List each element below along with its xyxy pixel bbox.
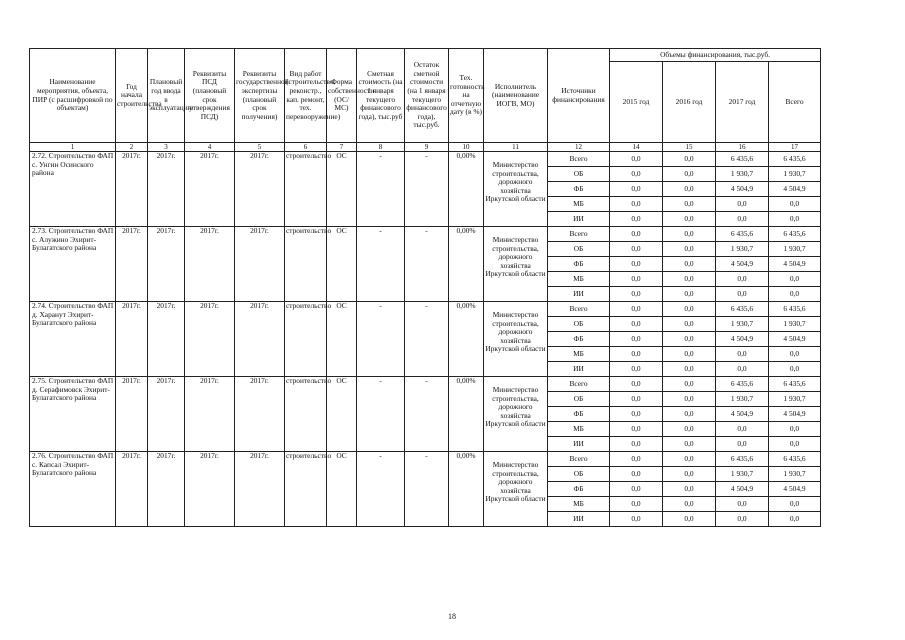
amount-cell: 0,0: [610, 497, 663, 512]
header-financing: Объемы финансирования, тыс.руб.: [610, 49, 821, 62]
amount-cell: 4 504,9: [716, 332, 769, 347]
header-2017: 2017 год: [716, 62, 769, 143]
expertise-cell: 2017г.: [235, 452, 285, 527]
funding-source-cell: ОБ: [548, 242, 610, 257]
amount-cell: 0,0: [716, 437, 769, 452]
readiness-cell: 0,00%: [449, 302, 484, 377]
amount-cell: 6 435,6: [769, 302, 821, 317]
work-kind-cell: строительство: [285, 152, 327, 227]
amount-cell: 0,0: [663, 392, 716, 407]
funding-source-cell: Всего: [548, 377, 610, 392]
start-year-cell: 2017г.: [116, 227, 148, 302]
amount-cell: 0,0: [610, 407, 663, 422]
amount-cell: 4 504,9: [716, 182, 769, 197]
amount-cell: 0,0: [610, 482, 663, 497]
work-kind-cell: строительство: [285, 452, 327, 527]
header-expertise: Реквизиты государственной экспертизы (плановый срок получения): [235, 49, 285, 143]
col-number: 8: [357, 143, 405, 152]
amount-cell: 0,0: [663, 362, 716, 377]
start-year-cell: 2017г.: [116, 152, 148, 227]
funding-source-cell: ИИ: [548, 212, 610, 227]
amount-cell: 1 930,7: [716, 392, 769, 407]
amount-cell: 4 504,9: [769, 407, 821, 422]
amount-cell: 0,0: [663, 332, 716, 347]
expertise-cell: 2017г.: [235, 152, 285, 227]
amount-cell: 0,0: [769, 197, 821, 212]
amount-cell: 0,0: [610, 197, 663, 212]
col-number: 2: [116, 143, 148, 152]
amount-cell: 1 930,7: [769, 242, 821, 257]
amount-cell: 0,0: [663, 257, 716, 272]
amount-cell: 0,0: [769, 422, 821, 437]
amount-cell: 0,0: [610, 302, 663, 317]
start-year-cell: 2017г.: [116, 377, 148, 452]
funding-source-cell: Всего: [548, 452, 610, 467]
funding-source-cell: Всего: [548, 302, 610, 317]
readiness-cell: 0,00%: [449, 377, 484, 452]
remaining-cost-cell: -: [405, 302, 449, 377]
amount-cell: 4 504,9: [769, 257, 821, 272]
amount-cell: 6 435,6: [769, 227, 821, 242]
amount-cell: 0,0: [663, 287, 716, 302]
funding-source-cell: ИИ: [548, 512, 610, 527]
amount-cell: 0,0: [663, 512, 716, 527]
amount-cell: 0,0: [610, 392, 663, 407]
header-sources: Источники финансирования: [548, 49, 610, 143]
psd-cell: 2017г.: [185, 452, 235, 527]
amount-cell: 0,0: [716, 497, 769, 512]
funding-source-cell: ОБ: [548, 467, 610, 482]
ownership-cell: ОС: [327, 377, 357, 452]
executor-cell: Министерство строительства, дорожного хозяйства Иркутской области: [484, 452, 548, 527]
expertise-cell: 2017г.: [235, 302, 285, 377]
psd-cell: 2017г.: [185, 377, 235, 452]
amount-cell: 1 930,7: [716, 467, 769, 482]
amount-cell: 0,0: [663, 212, 716, 227]
table-row: [30, 152, 821, 167]
psd-cell: 2017г.: [185, 152, 235, 227]
funding-source-cell: ОБ: [548, 317, 610, 332]
amount-cell: 6 435,6: [716, 452, 769, 467]
col-number: 11: [484, 143, 548, 152]
expertise-cell: 2017г.: [235, 227, 285, 302]
col-number: 9: [405, 143, 449, 152]
readiness-cell: 0,00%: [449, 152, 484, 227]
funding-source-cell: ФБ: [548, 257, 610, 272]
executor-cell: Министерство строительства, дорожного хозяйства Иркутской области: [484, 227, 548, 302]
ownership-cell: ОС: [327, 302, 357, 377]
amount-cell: 0,0: [610, 347, 663, 362]
object-name-cell: 2.75. Строительство ФАП д. Серафимовск Эхирит-Булагатского района: [30, 377, 116, 452]
amount-cell: 0,0: [610, 332, 663, 347]
table-row: [30, 227, 821, 242]
amount-cell: 0,0: [610, 317, 663, 332]
header-2015: 2015 год: [610, 62, 663, 143]
amount-cell: 1 930,7: [769, 167, 821, 182]
amount-cell: 0,0: [663, 437, 716, 452]
table-row: [30, 302, 821, 317]
amount-cell: 0,0: [663, 197, 716, 212]
readiness-cell: 0,00%: [449, 452, 484, 527]
amount-cell: 4 504,9: [769, 482, 821, 497]
funding-source-cell: ОБ: [548, 167, 610, 182]
col-number: 14: [610, 143, 663, 152]
header-2016: 2016 год: [663, 62, 716, 143]
amount-cell: 0,0: [610, 212, 663, 227]
amount-cell: 1 930,7: [716, 317, 769, 332]
object-name-cell: 2.74. Строительство ФАП д. Харанут Эхирит-Булагатского района: [30, 302, 116, 377]
funding-source-cell: ФБ: [548, 182, 610, 197]
work-kind-cell: строительство: [285, 377, 327, 452]
funding-source-cell: ОБ: [548, 392, 610, 407]
amount-cell: 0,0: [716, 347, 769, 362]
col-number: 1: [30, 143, 116, 152]
funding-source-cell: МБ: [548, 422, 610, 437]
amount-cell: 6 435,6: [716, 377, 769, 392]
funding-source-cell: ФБ: [548, 407, 610, 422]
amount-cell: 6 435,6: [716, 302, 769, 317]
funding-source-cell: ФБ: [548, 332, 610, 347]
amount-cell: 0,0: [663, 347, 716, 362]
object-name-cell: 2.72. Строительство ФАП с. Унгин Осинского района: [30, 152, 116, 227]
amount-cell: 0,0: [610, 152, 663, 167]
amount-cell: 0,0: [716, 272, 769, 287]
amount-cell: 0,0: [610, 377, 663, 392]
amount-cell: 0,0: [610, 257, 663, 272]
start-year-cell: 2017г.: [116, 452, 148, 527]
plan-year-cell: 2017г.: [148, 227, 185, 302]
amount-cell: 4 504,9: [716, 482, 769, 497]
header-ownership: Форма собственности (ОС/МС): [327, 49, 357, 143]
col-number: 4: [185, 143, 235, 152]
financing-table: [29, 48, 821, 527]
amount-cell: 1 930,7: [769, 392, 821, 407]
amount-cell: 0,0: [610, 362, 663, 377]
amount-cell: 6 435,6: [716, 152, 769, 167]
amount-cell: 6 435,6: [769, 152, 821, 167]
col-number: 6: [285, 143, 327, 152]
amount-cell: 0,0: [663, 242, 716, 257]
amount-cell: 0,0: [663, 467, 716, 482]
amount-cell: 0,0: [663, 422, 716, 437]
amount-cell: 0,0: [663, 377, 716, 392]
amount-cell: 0,0: [769, 362, 821, 377]
executor-cell: Министерство строительства, дорожного хозяйства Иркутской области: [484, 302, 548, 377]
funding-source-cell: ФБ: [548, 482, 610, 497]
ownership-cell: ОС: [327, 452, 357, 527]
funding-source-cell: ИИ: [548, 437, 610, 452]
cost-cell: -: [357, 152, 405, 227]
amount-cell: 0,0: [769, 287, 821, 302]
amount-cell: 0,0: [716, 422, 769, 437]
header-start-year: Год начала строительства: [116, 49, 148, 143]
col-number: 10: [449, 143, 484, 152]
header-executor: Исполнитель (наименование ИОГВ, МО): [484, 49, 548, 143]
header-name: Наименование мероприятия, объекта, ПИР (с расшифровкой по объектам): [30, 49, 116, 143]
amount-cell: 0,0: [663, 317, 716, 332]
remaining-cost-cell: -: [405, 152, 449, 227]
amount-cell: 0,0: [610, 422, 663, 437]
table-row: [30, 377, 821, 392]
col-number: 16: [716, 143, 769, 152]
amount-cell: 0,0: [610, 437, 663, 452]
amount-cell: 0,0: [769, 512, 821, 527]
amount-cell: 0,0: [663, 272, 716, 287]
amount-cell: 0,0: [663, 302, 716, 317]
page-number: 18: [448, 612, 456, 621]
amount-cell: 1 930,7: [716, 242, 769, 257]
amount-cell: 0,0: [663, 152, 716, 167]
amount-cell: 4 504,9: [716, 257, 769, 272]
remaining-cost-cell: -: [405, 377, 449, 452]
amount-cell: 0,0: [610, 467, 663, 482]
amount-cell: 0,0: [663, 482, 716, 497]
ownership-cell: ОС: [327, 152, 357, 227]
amount-cell: 0,0: [610, 227, 663, 242]
amount-cell: 4 504,9: [769, 182, 821, 197]
amount-cell: 0,0: [663, 452, 716, 467]
amount-cell: 4 504,9: [716, 407, 769, 422]
amount-cell: 0,0: [663, 227, 716, 242]
plan-year-cell: 2017г.: [148, 302, 185, 377]
cost-cell: -: [357, 452, 405, 527]
amount-cell: 1 930,7: [769, 467, 821, 482]
amount-cell: 1 930,7: [716, 167, 769, 182]
amount-cell: 0,0: [610, 167, 663, 182]
cost-cell: -: [357, 377, 405, 452]
remaining-cost-cell: -: [405, 227, 449, 302]
amount-cell: 0,0: [663, 497, 716, 512]
header-readiness: Тех. готовность на отчетную дату (в %): [449, 49, 484, 143]
table-row: [30, 452, 821, 467]
executor-cell: Министерство строительства, дорожного хозяйства Иркутской области: [484, 377, 548, 452]
psd-cell: 2017г.: [185, 227, 235, 302]
cost-cell: -: [357, 302, 405, 377]
work-kind-cell: строительство: [285, 302, 327, 377]
header-remaining-cost: Остаток сметной стоимости (на 1 января текущего финансового года), тыс.руб.: [405, 49, 449, 143]
funding-source-cell: ИИ: [548, 362, 610, 377]
ownership-cell: ОС: [327, 227, 357, 302]
amount-cell: 0,0: [610, 512, 663, 527]
col-number: 17: [769, 143, 821, 152]
amount-cell: 6 435,6: [716, 227, 769, 242]
funding-source-cell: МБ: [548, 197, 610, 212]
header-total: Всего: [769, 62, 821, 143]
amount-cell: 0,0: [663, 407, 716, 422]
amount-cell: 0,0: [610, 272, 663, 287]
funding-source-cell: МБ: [548, 272, 610, 287]
funding-source-cell: Всего: [548, 227, 610, 242]
amount-cell: 0,0: [610, 182, 663, 197]
header-psd: Реквизиты ПСД (плановый срок утверждения ПСД): [185, 49, 235, 143]
cost-cell: -: [357, 227, 405, 302]
col-number: 5: [235, 143, 285, 152]
document-page: [29, 48, 820, 527]
amount-cell: 0,0: [769, 272, 821, 287]
amount-cell: 0,0: [610, 452, 663, 467]
object-name-cell: 2.73. Строительство ФАП с. Алужино Эхирит-Булагатского района: [30, 227, 116, 302]
amount-cell: 0,0: [716, 212, 769, 227]
col-number: 15: [663, 143, 716, 152]
funding-source-cell: Всего: [548, 152, 610, 167]
amount-cell: 4 504,9: [769, 332, 821, 347]
col-number: 12: [548, 143, 610, 152]
header-work-kind: Вид работ (строительство, реконстр., кап. ремонт, тех. перевооружение): [285, 49, 327, 143]
amount-cell: 0,0: [769, 347, 821, 362]
amount-cell: 1 930,7: [769, 317, 821, 332]
amount-cell: 0,0: [769, 212, 821, 227]
plan-year-cell: 2017г.: [148, 452, 185, 527]
start-year-cell: 2017г.: [116, 302, 148, 377]
amount-cell: 0,0: [610, 242, 663, 257]
amount-cell: 6 435,6: [769, 452, 821, 467]
object-name-cell: 2.76. Строительство ФАП с. Капсал Эхирит-Булагатского района: [30, 452, 116, 527]
amount-cell: 0,0: [663, 182, 716, 197]
work-kind-cell: строительство: [285, 227, 327, 302]
amount-cell: 0,0: [610, 287, 663, 302]
expertise-cell: 2017г.: [235, 377, 285, 452]
amount-cell: 0,0: [663, 167, 716, 182]
funding-source-cell: МБ: [548, 497, 610, 512]
amount-cell: 0,0: [716, 512, 769, 527]
plan-year-cell: 2017г.: [148, 377, 185, 452]
executor-cell: Министерство строительства, дорожного хозяйства Иркутской области: [484, 152, 548, 227]
amount-cell: 6 435,6: [769, 377, 821, 392]
col-number: 3: [148, 143, 185, 152]
psd-cell: 2017г.: [185, 302, 235, 377]
remaining-cost-cell: -: [405, 452, 449, 527]
funding-source-cell: МБ: [548, 347, 610, 362]
readiness-cell: 0,00%: [449, 227, 484, 302]
col-number: 7: [327, 143, 357, 152]
header-plan-year: Плановый год ввода в эксплуатацию: [148, 49, 185, 143]
amount-cell: 0,0: [716, 362, 769, 377]
header-cost: Сметная стоимость (на 1 января текущего финансового года), тыс.руб: [357, 49, 405, 143]
amount-cell: 0,0: [769, 437, 821, 452]
amount-cell: 0,0: [716, 197, 769, 212]
funding-source-cell: ИИ: [548, 287, 610, 302]
amount-cell: 0,0: [769, 497, 821, 512]
amount-cell: 0,0: [716, 287, 769, 302]
plan-year-cell: 2017г.: [148, 152, 185, 227]
